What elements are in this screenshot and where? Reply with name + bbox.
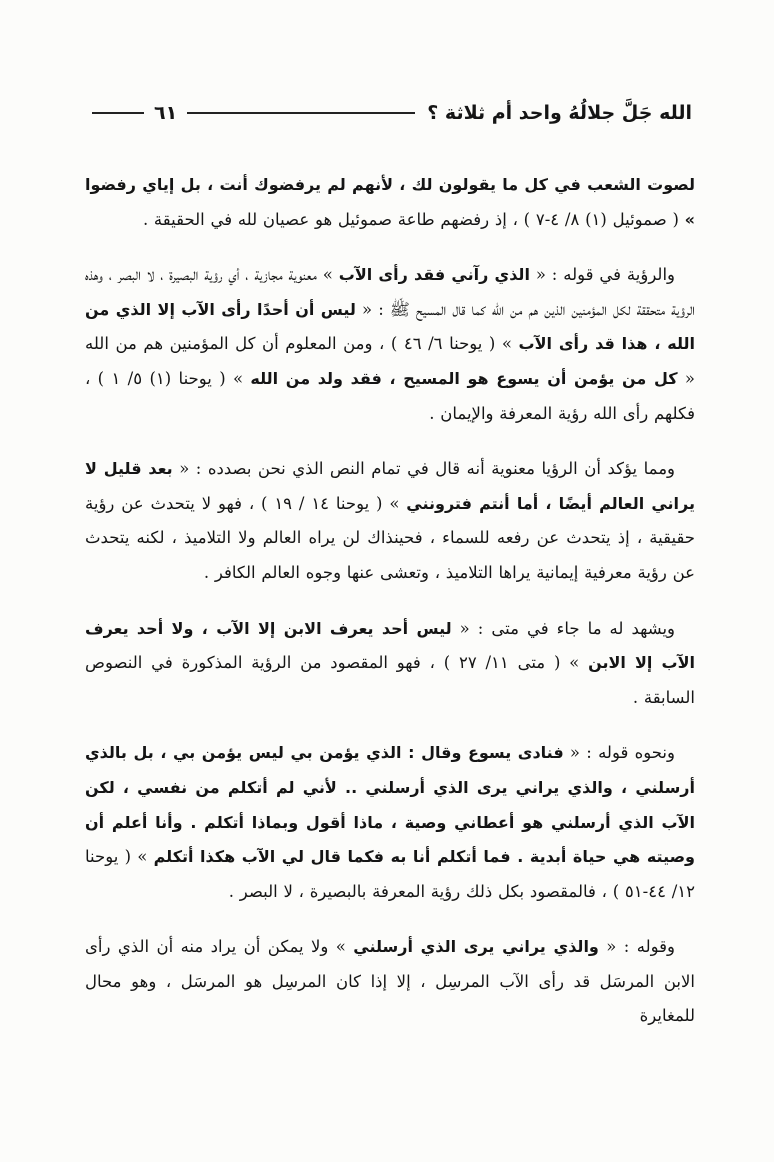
body-text: ويشهد له ما جاء في متى : «	[451, 618, 676, 638]
paragraph	[85, 612, 695, 716]
body-text: وقوله : «	[598, 937, 675, 957]
body-text: والرؤية في قوله : «	[529, 265, 676, 285]
paragraph	[85, 930, 695, 1034]
paragraph	[85, 736, 695, 909]
body-text: ومما يؤكد أن الرؤيا معنوية أنه قال في تمام النص الذي نحن بصدده : «	[172, 459, 675, 479]
quoted-text: ليس أن أحدًا رأى الآب إلا الذي من الله ، هذا قد رأى الآب	[85, 299, 695, 354]
quoted-text: فنادى يسوع وقال : الذي يؤمن بي ليس يؤمن بي ، بل بالذي أرسلني ، والذي يراني يرى الذي أرسلني .. لأني لم أتكلم من نفسي ، لكن الآب الذي أرسلني هو أعطاني وصية ، ماذا أقول وبماذا أتكلم . وأنا أعلم أن وصيته هي حياة أبدية . فما أتكلم أنا به فكما قال لي الآب هكذا أتكلم	[85, 743, 696, 867]
quoted-text: لصوت الشعب في كل ما يقولون لك ، لأنهم لم يرفضوك أنت ، بل إياي رفضوا »	[85, 175, 695, 229]
quoted-text: ليس أحد يعرف الابن إلا الآب ، ولا أحد يعرف الآب إلا الابن	[85, 618, 695, 673]
body-text: » ( يوحنا ١٢/ ٤٤-٥١ ) ، فالمقصود بكل ذلك رؤية المعرفة بالبصيرة ، لا البصر .	[85, 847, 695, 901]
quoted-text: كل من يؤمن أن يسوع هو المسيح ، فقد ولد من الله	[250, 368, 678, 388]
paragraph	[85, 168, 695, 237]
page-number: ٦١	[154, 102, 178, 124]
paragraph	[85, 452, 695, 590]
quoted-text: بعد قليل لا يراني العالم أيضًا ، أما أنتم فترونني	[85, 459, 695, 513]
body-text: » ولا يمكن أن يراد منه أن الذي رأى الابن المرسَل قد رأى الآب المرسِل ، إلا إذا كان المرسِل هو المرسَل ، وهو محال للمغايرة	[85, 937, 695, 1026]
header-rule	[187, 112, 415, 114]
running-title: الله جَلَّ جلالُهُ واحد أم ثلاثة ؟	[427, 102, 692, 124]
body-text: » ( يوحنا ١٤ / ١٩ ) ، فهو لا يتحدث عن رؤية حقيقية ، إذ يتحدث عن رفعه للسماء ، فحينذاك لن يراه العالم ولا التلاميذ ، لكنه يتحدث عن رؤية معرفية إيمانية يراها التلاميذ ، وتعشى عنها وجوه العالم الكافر .	[85, 493, 695, 582]
page-body	[85, 168, 695, 1055]
quoted-text: الذي رآني فقد رأى الآب	[338, 265, 530, 285]
header-rule-short	[92, 112, 144, 114]
body-text: ( صموئيل (١) ٨/ ٤-٧ ) ، إذ رفضهم طاعة صموئيل هو عصيان لله في الحقيقة .	[142, 209, 685, 229]
quoted-text: والذي يراني يرى الذي أرسلني	[353, 937, 599, 957]
body-text: ونحوه قوله : «	[563, 743, 675, 763]
body-text: » ( متى ١١/ ٢٧ ) ، فهو المقصود من الرؤية المذكورة في النصوص السابقة .	[85, 653, 695, 707]
body-text: » معنوية مجازية ، أي رؤية البصيرة ، لا البصر ، وهذه الرؤية متحققة لكل المؤمنين الذين هم من الله كما قال المسيح ﷺ : «	[85, 265, 696, 319]
page-header	[92, 96, 692, 130]
paragraph	[85, 258, 695, 431]
body-text: » ( يوحنا (١) ٥/ ١ ) ، فكلهم رأى الله رؤية المعرفة والإيمان .	[85, 368, 695, 423]
body-text: » ( يوحنا ٦/ ٤٦ ) ، ومن المعلوم أن كل المؤمنين هم من الله «	[85, 334, 696, 388]
